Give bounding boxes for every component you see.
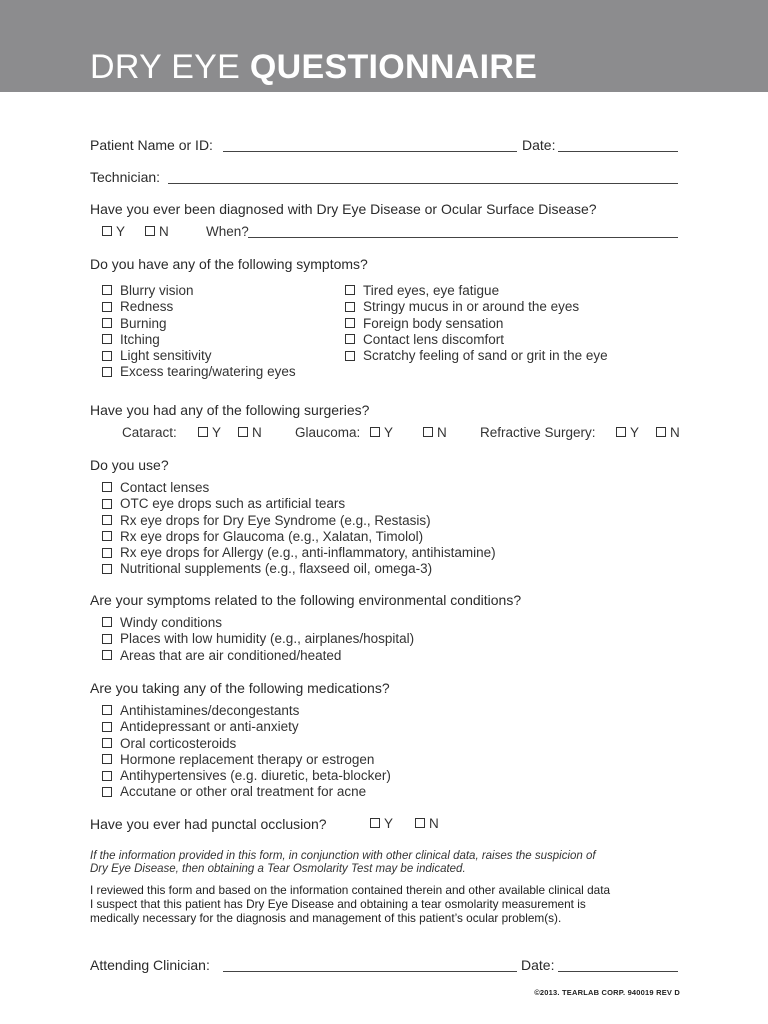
- diagnosed-no[interactable]: [145, 224, 169, 240]
- environment-list: [102, 615, 414, 664]
- technician-field[interactable]: [168, 183, 678, 184]
- use-list: [102, 480, 496, 578]
- checkbox[interactable]: [102, 515, 112, 525]
- refractive-no[interactable]: N: [656, 425, 680, 441]
- when-field[interactable]: [248, 237, 678, 238]
- checkbox[interactable]: [370, 427, 380, 437]
- diagnosed-yes[interactable]: [102, 224, 125, 240]
- cataract-yes[interactable]: Y: [198, 425, 221, 441]
- checkbox[interactable]: [102, 705, 112, 715]
- checkbox[interactable]: [102, 318, 112, 328]
- title-light: DRY EYE: [90, 48, 250, 86]
- glaucoma-yes[interactable]: Y: [370, 425, 393, 441]
- statement-line-2: I suspect that this patient has Dry Eye Disease and obtaining a tear osmolarity measurement is: [90, 897, 586, 911]
- checkbox[interactable]: [345, 302, 355, 312]
- technician-label: Technician:: [90, 169, 161, 185]
- checkbox[interactable]: [238, 427, 248, 437]
- checkbox[interactable]: [345, 351, 355, 361]
- list-item[interactable]: Areas that are air conditioned/heated: [102, 648, 414, 664]
- list-item[interactable]: Stringy mucus in or around the eyes: [345, 299, 608, 315]
- checkbox[interactable]: [345, 285, 355, 295]
- date-field[interactable]: [558, 151, 678, 152]
- list-item[interactable]: Itching: [102, 332, 296, 348]
- title-bold: QUESTIONNAIRE: [249, 48, 538, 86]
- checkbox[interactable]: [102, 351, 112, 361]
- list-item[interactable]: Excess tearing/watering eyes: [102, 364, 296, 380]
- clinician-date-label: Date:: [521, 957, 555, 973]
- list-item[interactable]: Light sensitivity: [102, 348, 296, 364]
- yes-label: Y: [116, 224, 126, 239]
- glaucoma-no[interactable]: N: [423, 425, 447, 441]
- list-item[interactable]: Oral corticosteroids: [102, 736, 391, 752]
- list-item[interactable]: Scratchy feeling of sand or grit in the eye: [345, 348, 608, 364]
- clinician-date-field[interactable]: [558, 971, 678, 972]
- question-use: Do you use?: [90, 457, 169, 473]
- checkbox[interactable]: [102, 754, 112, 764]
- checkbox[interactable]: [145, 226, 155, 236]
- checkbox[interactable]: [345, 334, 355, 344]
- note-line-1: If the information provided in this form, in conjunction with other clinical data, raises the suspicion of: [90, 850, 596, 862]
- list-item[interactable]: Antidepressant or anti-anxiety: [102, 719, 391, 735]
- checkbox[interactable]: [102, 499, 112, 509]
- no-label: N: [159, 224, 169, 239]
- question-punctal: Have you ever had punctal occlusion?: [90, 816, 327, 832]
- list-item[interactable]: Places with low humidity (e.g., airplanes/hospital): [102, 631, 414, 647]
- page-title: [90, 47, 537, 87]
- statement-line-1: I reviewed this form and based on the information contained therein and other available clinical data: [90, 883, 611, 897]
- patient-name-label: Patient Name or ID:: [90, 137, 213, 153]
- checkbox[interactable]: [415, 818, 425, 828]
- punctal-yes[interactable]: Y: [370, 816, 393, 832]
- checkbox[interactable]: [345, 318, 355, 328]
- list-item[interactable]: OTC eye drops such as artificial tears: [102, 496, 496, 512]
- punctal-no[interactable]: N: [415, 816, 439, 832]
- question-symptoms: Do you have any of the following symptoms?: [90, 256, 368, 272]
- question-environment: Are your symptoms related to the following environmental conditions?: [90, 592, 522, 608]
- checkbox[interactable]: [102, 738, 112, 748]
- glaucoma-label: Glaucoma:: [295, 425, 361, 440]
- checkbox[interactable]: [198, 427, 208, 437]
- checkbox[interactable]: [102, 226, 112, 236]
- list-item[interactable]: Rx eye drops for Allergy (e.g., anti-inflammatory, antihistamine): [102, 545, 496, 561]
- clinician-field[interactable]: [223, 971, 517, 972]
- list-item[interactable]: Accutane or other oral treatment for acne: [102, 784, 391, 800]
- when-label: When?: [206, 224, 249, 239]
- checkbox[interactable]: [102, 722, 112, 732]
- list-item[interactable]: Foreign body sensation: [345, 316, 608, 332]
- list-item[interactable]: Contact lens discomfort: [345, 332, 608, 348]
- checkbox[interactable]: [102, 617, 112, 627]
- checkbox[interactable]: [102, 285, 112, 295]
- cataract-no[interactable]: N: [238, 425, 262, 441]
- list-item[interactable]: Blurry vision: [102, 283, 296, 299]
- list-item[interactable]: Antihypertensives (e.g. diuretic, beta-blocker): [102, 768, 391, 784]
- list-item[interactable]: Hormone replacement therapy or estrogen: [102, 752, 391, 768]
- checkbox[interactable]: [102, 531, 112, 541]
- list-item[interactable]: Redness: [102, 299, 296, 315]
- question-medications: Are you taking any of the following medications?: [90, 680, 390, 696]
- checkbox[interactable]: [102, 548, 112, 558]
- list-item[interactable]: Windy conditions: [102, 615, 414, 631]
- symptoms-right-list: [345, 283, 608, 364]
- checkbox[interactable]: [102, 367, 112, 377]
- checkbox[interactable]: [616, 427, 626, 437]
- checkbox[interactable]: [102, 334, 112, 344]
- clinician-label: Attending Clinician:: [90, 957, 210, 973]
- question-surgeries: Have you had any of the following surgeries?: [90, 402, 370, 418]
- list-item[interactable]: Rx eye drops for Glaucoma (e.g., Xalatan, Timolol): [102, 529, 496, 545]
- checkbox[interactable]: [102, 650, 112, 660]
- checkbox[interactable]: [102, 771, 112, 781]
- list-item[interactable]: Contact lenses: [102, 480, 496, 496]
- checkbox[interactable]: [102, 482, 112, 492]
- checkbox[interactable]: [102, 564, 112, 574]
- list-item[interactable]: Burning: [102, 316, 296, 332]
- list-item[interactable]: Rx eye drops for Dry Eye Syndrome (e.g., Restasis): [102, 513, 496, 529]
- list-item[interactable]: Antihistamines/decongestants: [102, 703, 391, 719]
- checkbox[interactable]: [102, 787, 112, 797]
- cataract-label: Cataract:: [122, 425, 177, 440]
- list-item[interactable]: Tired eyes, eye fatigue: [345, 283, 608, 299]
- refractive-label: Refractive Surgery:: [480, 425, 596, 440]
- statement-line-3: medically necessary for the diagnosis and management of this patient’s ocular problem(s).: [90, 911, 562, 925]
- medications-list: [102, 703, 391, 801]
- question-diagnosed: Have you ever been diagnosed with Dry Eye Disease or Ocular Surface Disease?: [90, 201, 597, 217]
- checkbox[interactable]: [370, 818, 380, 828]
- footer-copyright: ©2013. TEARLAB CORP. 940019 REV D: [534, 988, 680, 997]
- date-label: Date:: [522, 137, 556, 153]
- list-item[interactable]: Nutritional supplements (e.g., flaxseed oil, omega-3): [102, 561, 496, 577]
- symptoms-left-list: [102, 283, 296, 381]
- patient-name-field[interactable]: [223, 151, 517, 152]
- checkbox[interactable]: [423, 427, 433, 437]
- checkbox[interactable]: [102, 634, 112, 644]
- note-line-2: Dry Eye Disease, then obtaining a Tear Osmolarity Test may be indicated.: [90, 863, 466, 875]
- checkbox[interactable]: [656, 427, 666, 437]
- refractive-yes[interactable]: Y: [616, 425, 639, 441]
- checkbox[interactable]: [102, 302, 112, 312]
